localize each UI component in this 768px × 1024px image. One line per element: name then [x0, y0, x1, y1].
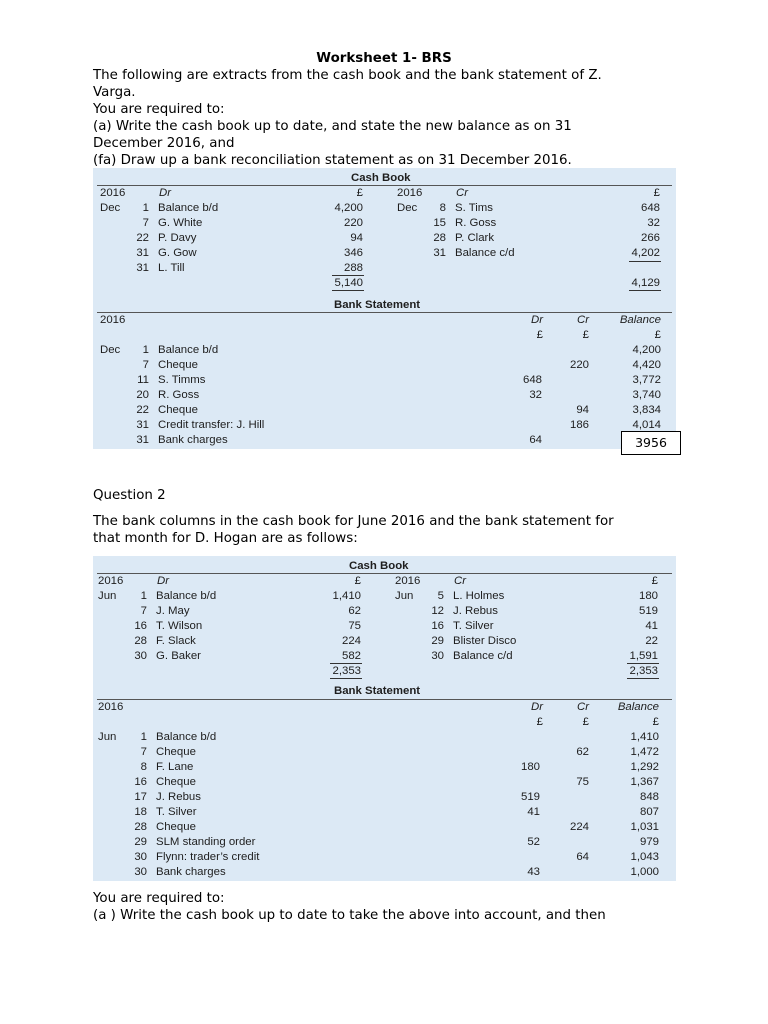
dr-day: 16 [134, 620, 147, 632]
bank-statement-title: Bank Statement [334, 685, 421, 697]
bs-cr-pound: £ [582, 329, 589, 341]
bs-day: 7 [142, 359, 149, 371]
cr-day: 16 [431, 620, 444, 632]
dr-desc: G. Gow [158, 247, 197, 259]
bs-balance-heading: Balance [617, 701, 659, 713]
bs-day: 8 [140, 761, 147, 773]
cr-pound: £ [651, 575, 658, 587]
cr-amount: 41 [645, 620, 658, 632]
bs-balance: 848 [639, 791, 659, 803]
bs-dr-heading: Dr [530, 314, 543, 326]
dr-month: Jun [98, 590, 117, 602]
bs-desc: S. Timms [158, 374, 206, 386]
bs-desc: Balance b/d [158, 344, 219, 356]
dr-amount: 288 [343, 262, 363, 274]
dr-desc: G. Baker [156, 650, 201, 662]
cr-desc: T. Silver [453, 620, 494, 632]
bs-day: 7 [140, 746, 147, 758]
cr-desc: Blister Disco [453, 635, 517, 647]
bs-cr: 186 [569, 419, 589, 431]
bs-dr: 648 [522, 374, 542, 386]
dr-desc: F. Slack [156, 635, 196, 647]
bs-cr-heading: Cr [576, 314, 589, 326]
dr-desc: Balance b/d [158, 202, 219, 214]
cr-day: 29 [431, 635, 444, 647]
bs-desc: Cheque [156, 776, 196, 788]
dr-desc: P. Davy [158, 232, 197, 244]
dr-amount: 1,410 [332, 590, 361, 602]
cr-day: 31 [433, 247, 446, 259]
question-2-line-1: The bank columns in the cash book for June 2016 and the bank statement for [93, 514, 614, 529]
bs-day: 29 [134, 836, 147, 848]
total-double-rule [332, 290, 364, 291]
task-fa: (fa) Draw up a bank reconciliation statement as on 31 December 2016. [93, 153, 572, 168]
bs-month: Jun [98, 731, 117, 743]
table-1-panel [93, 168, 676, 449]
bs-dr: 519 [520, 791, 540, 803]
dr-day: 31 [136, 247, 149, 259]
cr-day: 28 [433, 232, 446, 244]
question-2-heading: Question 2 [93, 488, 166, 503]
worksheet-title: Worksheet 1- BRS [316, 51, 452, 66]
divider [97, 573, 672, 574]
dr-day: 30 [134, 650, 147, 662]
intro-line-2: Varga. [93, 85, 136, 100]
table-2-panel [93, 556, 676, 881]
bs-day: 22 [136, 404, 149, 416]
bs-balance: 3,740 [632, 389, 661, 401]
bs-balance: 3,834 [632, 404, 661, 416]
dr-day: 7 [142, 217, 149, 229]
bs-day: 11 [137, 374, 149, 386]
cr-amount: 32 [647, 217, 660, 229]
bs-balance: 4,200 [632, 344, 661, 356]
bs-dr-heading: Dr [530, 701, 543, 713]
dr-day: 7 [140, 605, 147, 617]
bs-cr: 75 [576, 776, 589, 788]
dr-day: 1 [140, 590, 147, 602]
bs-dr: 64 [529, 434, 542, 446]
bs-day: 31 [136, 434, 149, 446]
question-2-line-2: that month for D. Hogan are as follows: [93, 531, 358, 546]
bs-balance: 1,031 [630, 821, 659, 833]
bs-day: 16 [134, 776, 147, 788]
bs-balance: 1,292 [630, 761, 659, 773]
required-label: You are required to: [93, 102, 225, 117]
bs-desc: J. Rebus [156, 791, 201, 803]
bs-day: 31 [136, 419, 149, 431]
cr-desc: J. Rebus [453, 605, 498, 617]
bs-cr-pound: £ [582, 716, 589, 728]
bs-desc: Cheque [156, 746, 196, 758]
bs-dr: 41 [527, 806, 540, 818]
bs-desc: Credit transfer: J. Hill [158, 419, 265, 431]
bs-balance: 1,000 [630, 866, 659, 878]
dr-year: 2016 [100, 187, 126, 199]
cr-total: 2,353 [629, 665, 658, 677]
dr-day: 22 [136, 232, 149, 244]
cr-amount: 22 [645, 635, 658, 647]
bs-bal-pound: £ [654, 329, 661, 341]
dr-heading: Dr [159, 187, 172, 199]
bs-day: 1 [142, 344, 149, 356]
total-double-rule [330, 678, 362, 679]
bs-desc: R. Goss [158, 389, 200, 401]
bs-desc: Bank charges [158, 434, 228, 446]
cr-desc: L. Holmes [453, 590, 505, 602]
bs-day: 1 [140, 731, 147, 743]
dr-total: 5,140 [334, 277, 363, 289]
total-double-rule [627, 678, 659, 679]
bs-year: 2016 [98, 701, 124, 713]
cash-book-title: Cash Book [349, 560, 409, 572]
dr-amount: 4,200 [334, 202, 363, 214]
cash-book-title: Cash Book [351, 172, 411, 184]
bs-dr-pound: £ [536, 329, 543, 341]
dr-day: 31 [136, 262, 149, 274]
bs-cr: 64 [576, 851, 589, 863]
bs-balance: 1,410 [630, 731, 659, 743]
total-rule [629, 261, 661, 262]
dr-day: 1 [142, 202, 149, 214]
total-double-rule [629, 290, 661, 291]
bs-desc: T. Silver [156, 806, 197, 818]
dr-desc: Balance b/d [156, 590, 217, 602]
bs-desc: Bank charges [156, 866, 226, 878]
cr-year: 2016 [397, 187, 423, 199]
cr-desc: R. Goss [455, 217, 497, 229]
dr-amount: 220 [343, 217, 363, 229]
cr-heading: Cr [454, 575, 467, 587]
bs-desc: Balance b/d [156, 731, 217, 743]
task-a-line-1: (a) Write the cash book up to date, and state the new balance as on 31 [93, 119, 572, 134]
dr-day: 28 [134, 635, 147, 647]
cr-day: 5 [437, 590, 444, 602]
cr-desc: Balance c/d [455, 247, 515, 259]
cr-day: 8 [439, 202, 446, 214]
bs-desc: Cheque [158, 404, 198, 416]
dr-amount: 75 [348, 620, 361, 632]
cr-heading: Cr [456, 187, 469, 199]
bs-day: 30 [134, 851, 147, 863]
cr-year: 2016 [395, 575, 421, 587]
bs-day: 30 [134, 866, 147, 878]
bs-dr: 52 [527, 836, 540, 848]
dr-amount: 62 [348, 605, 361, 617]
bs-dr-pound: £ [536, 716, 543, 728]
dr-desc: L. Till [158, 262, 185, 274]
bs-desc: Flynn: trader’s credit [156, 851, 260, 863]
task-a-line-2: December 2016, and [93, 136, 235, 151]
cr-month: Jun [395, 590, 414, 602]
cr-amount: 519 [638, 605, 658, 617]
bs-cr: 62 [576, 746, 589, 758]
bs-cr: 220 [569, 359, 589, 371]
bs-desc: SLM standing order [156, 836, 256, 848]
cr-month: Dec [397, 202, 418, 214]
dr-year: 2016 [98, 575, 124, 587]
cr-pound: £ [653, 187, 660, 199]
cr-amount: 648 [640, 202, 660, 214]
bs-year: 2016 [100, 314, 126, 326]
cr-amount: 1,591 [629, 650, 658, 662]
dr-total: 2,353 [332, 665, 361, 677]
dr-heading: Dr [157, 575, 170, 587]
cr-desc: P. Clark [455, 232, 495, 244]
question-2-required: You are required to: [93, 891, 225, 906]
dr-desc: G. White [158, 217, 203, 229]
cr-total: 4,129 [631, 277, 660, 289]
bs-day: 28 [134, 821, 147, 833]
cr-amount: 180 [638, 590, 658, 602]
bs-day: 17 [134, 791, 147, 803]
dr-desc: T. Wilson [156, 620, 203, 632]
bs-balance: 1,367 [630, 776, 659, 788]
dr-pound: £ [354, 575, 361, 587]
dr-pound: £ [356, 187, 363, 199]
bs-desc: F. Lane [156, 761, 194, 773]
bs-cr: 224 [569, 821, 589, 833]
bs-balance: 1,043 [630, 851, 659, 863]
bs-bal-pound: £ [652, 716, 659, 728]
cr-day: 30 [431, 650, 444, 662]
bs-balance: 807 [639, 806, 659, 818]
cr-day: 12 [431, 605, 444, 617]
dr-month: Dec [100, 202, 121, 214]
answer-box[interactable]: 3956 [621, 431, 681, 455]
dr-amount: 582 [341, 650, 361, 662]
bs-balance: 4,014 [632, 419, 661, 431]
bs-day: 20 [136, 389, 149, 401]
dr-amount: 346 [343, 247, 363, 259]
intro-line-1: The following are extracts from the cash book and the bank statement of Z. [93, 68, 602, 83]
bs-balance-heading: Balance [619, 314, 661, 326]
question-2-task-a: (a ) Write the cash book up to date to take the above into account, and then [93, 908, 606, 923]
bs-dr: 43 [527, 866, 540, 878]
bank-statement-title: Bank Statement [334, 299, 421, 311]
bs-dr: 32 [529, 389, 542, 401]
cr-amount: 266 [640, 232, 660, 244]
bs-balance: 979 [639, 836, 659, 848]
dr-desc: J. May [156, 605, 190, 617]
cr-day: 15 [433, 217, 446, 229]
bs-month: Dec [100, 344, 121, 356]
cr-amount: 4,202 [631, 247, 660, 259]
bs-balance: 3,772 [632, 374, 661, 386]
dr-amount: 224 [341, 635, 361, 647]
dr-amount: 94 [350, 232, 363, 244]
bs-cr: 94 [576, 404, 589, 416]
bs-cr-heading: Cr [576, 701, 589, 713]
bs-desc: Cheque [156, 821, 196, 833]
cr-desc: S. Tims [455, 202, 493, 214]
bs-day: 18 [134, 806, 147, 818]
bs-balance: 4,420 [632, 359, 661, 371]
bs-dr: 180 [520, 761, 540, 773]
cr-desc: Balance c/d [453, 650, 513, 662]
divider [97, 185, 672, 186]
bs-balance: 1,472 [630, 746, 659, 758]
bs-desc: Cheque [158, 359, 198, 371]
